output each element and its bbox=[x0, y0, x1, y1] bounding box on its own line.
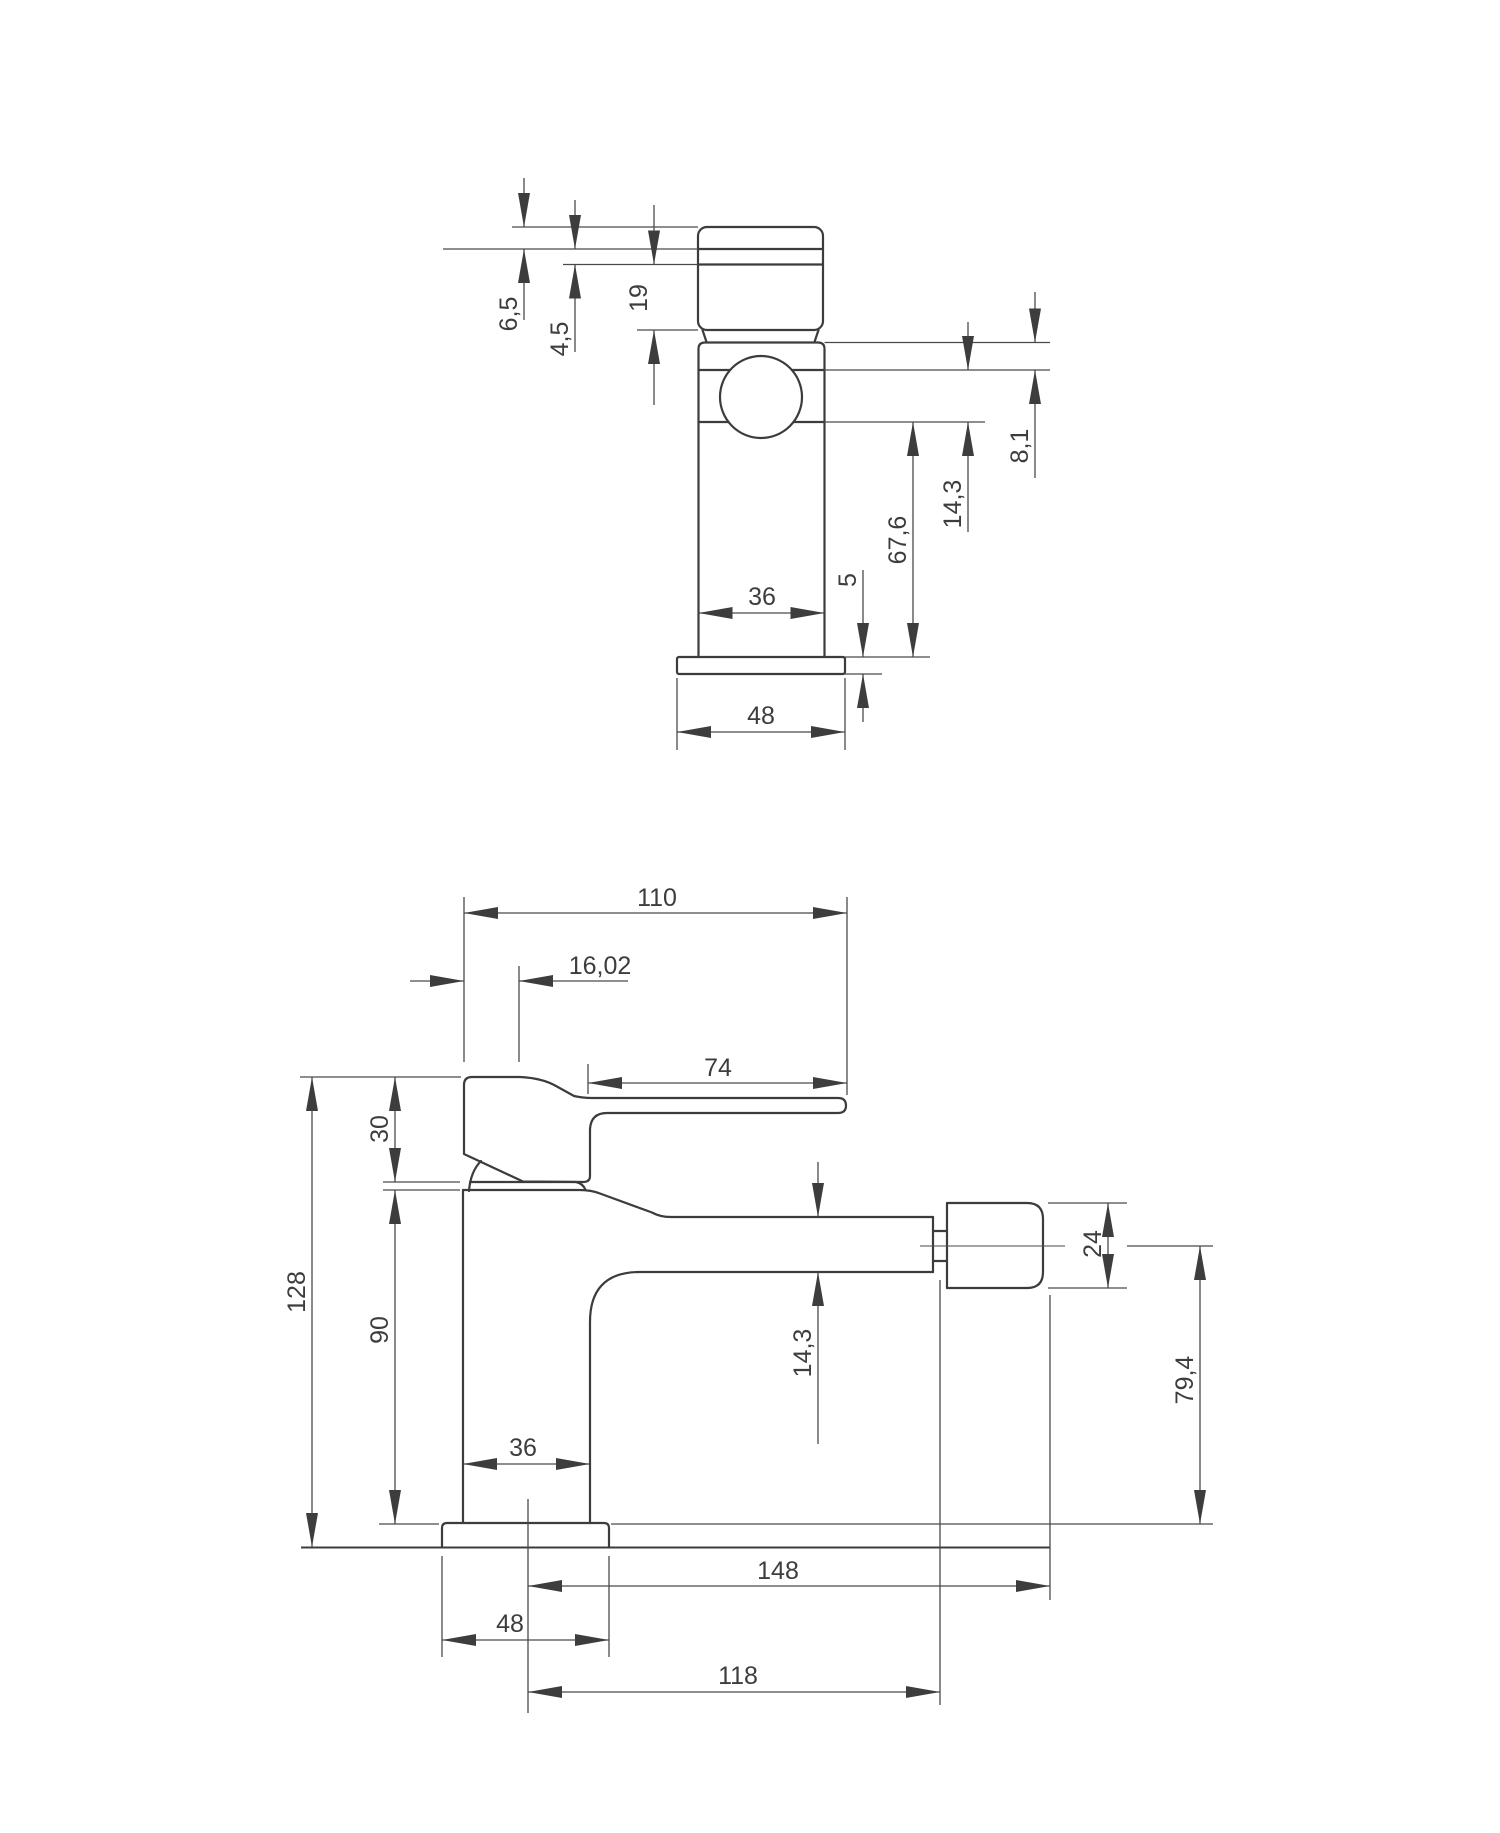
aerator-circle bbox=[720, 356, 802, 438]
dim-label-128: 128 bbox=[283, 1271, 311, 1313]
side-view-extension-lines bbox=[300, 897, 1213, 1713]
side-view-dimension-lines bbox=[312, 913, 1200, 1692]
front-view bbox=[443, 178, 1050, 750]
dim-label-6-5: 6,5 bbox=[495, 296, 523, 332]
dim-label-8-1: 8,1 bbox=[1006, 428, 1034, 464]
dim-label-48-front: 48 bbox=[747, 702, 775, 730]
dim-label-148: 148 bbox=[757, 1557, 799, 1585]
side-view-labels bbox=[283, 884, 1199, 1690]
dim-label-79-4: 79,4 bbox=[1171, 1355, 1199, 1405]
dim-label-110: 110 bbox=[637, 884, 677, 912]
dim-label-90: 90 bbox=[366, 1316, 394, 1344]
dim-label-14-3-front: 14,3 bbox=[939, 479, 967, 529]
pivot-cap-top bbox=[470, 1182, 586, 1190]
front-view-dimension-lines bbox=[524, 178, 1035, 732]
dim-label-67-6: 67,6 bbox=[884, 515, 912, 565]
dim-label-5: 5 bbox=[834, 573, 862, 587]
dim-label-36-front: 36 bbox=[748, 583, 776, 611]
dim-label-16-02: 16,02 bbox=[568, 952, 632, 980]
dim-label-36-side: 36 bbox=[509, 1434, 537, 1462]
dim-label-48-side: 48 bbox=[496, 1610, 524, 1638]
side-view-outline bbox=[301, 1077, 1065, 1548]
side-view bbox=[283, 884, 1213, 1713]
body-top-and-spout-top bbox=[463, 1190, 933, 1217]
neck-left-edge bbox=[703, 330, 707, 342]
dim-label-14-3-side: 14,3 bbox=[789, 1328, 817, 1378]
handle-cap bbox=[698, 227, 823, 330]
handle-lever bbox=[464, 1077, 846, 1182]
dim-label-30: 30 bbox=[366, 1115, 394, 1143]
dim-label-118: 118 bbox=[718, 1662, 758, 1690]
base-plate-side bbox=[442, 1523, 609, 1547]
neck-right-edge bbox=[815, 330, 819, 342]
dim-label-4-5: 4,5 bbox=[546, 321, 574, 357]
base-plate-front bbox=[677, 657, 845, 674]
spout-bottom-and-body-right bbox=[590, 1272, 933, 1523]
dim-label-19: 19 bbox=[625, 284, 653, 312]
front-view-labels bbox=[495, 284, 1034, 730]
dim-label-24: 24 bbox=[1079, 1230, 1107, 1258]
pivot-cap-arc bbox=[469, 1161, 481, 1191]
dim-label-74: 74 bbox=[704, 1054, 732, 1082]
